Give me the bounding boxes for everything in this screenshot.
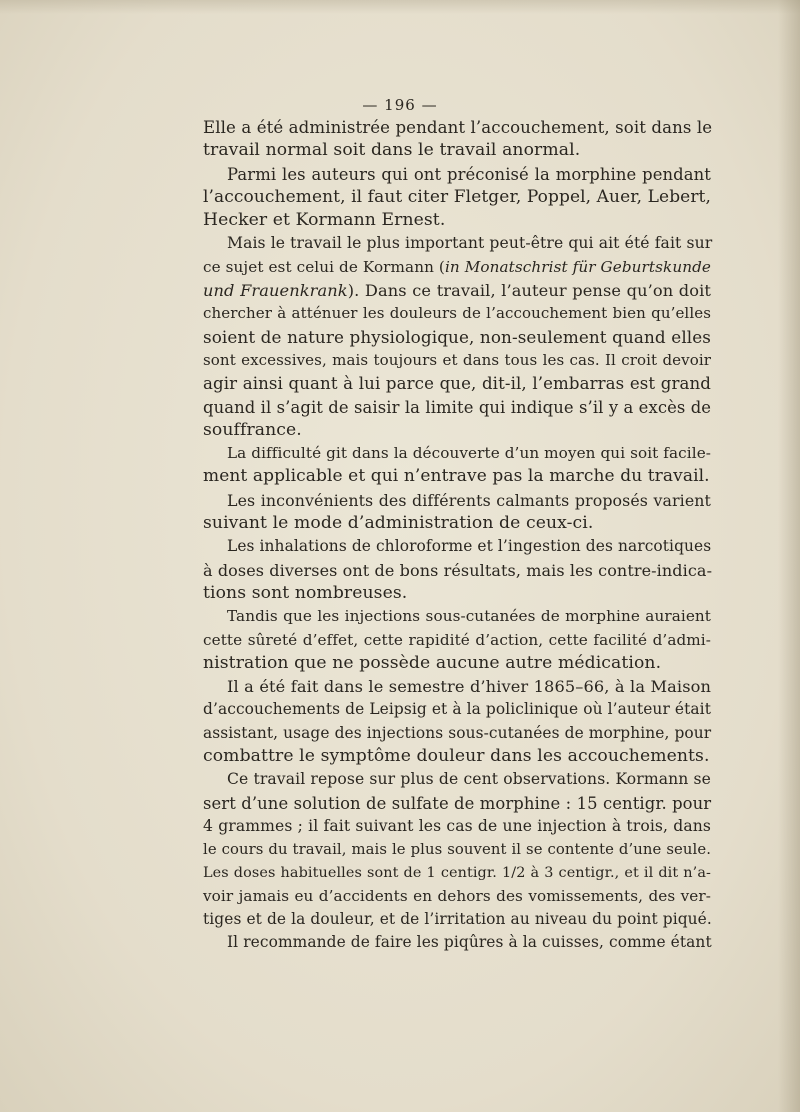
text-line: combattre le symptôme douleur dans les accouchements. bbox=[203, 746, 710, 767]
top-shadow bbox=[0, 0, 800, 14]
text-line: Parmi les auteurs qui ont préconisé la morphine pendant bbox=[227, 164, 711, 184]
text-line: tions sont nombreuses. bbox=[203, 582, 408, 603]
page-edge-shadow bbox=[778, 0, 800, 1112]
text-line: Mais le travail le plus important peut-être qui ait été fait sur bbox=[227, 234, 713, 253]
text-line: nistration que ne possède aucune autre médication. bbox=[203, 652, 662, 673]
text-line: Les doses habituelles sont de 1 centigr. 1/2 à 3 centigr., et il dit n’a- bbox=[203, 864, 711, 881]
text-line: agir ainsi quant à lui parce que, dit-il, l’embarras est grand bbox=[203, 374, 711, 394]
text-line: travail normal soit dans le travail anormal. bbox=[203, 140, 581, 161]
text-line: sont excessives, mais toujours et dans tous les cas. Il croit devoir bbox=[203, 350, 711, 369]
text-line: quand il s’agit de saisir la limite qui indique s’il y a excès de bbox=[203, 397, 712, 417]
text-line: Il recommande de faire les piqûres à la cuisses, comme étant bbox=[227, 933, 712, 952]
text-line: Elle a été administrée pendant l’accouchement, soit dans le bbox=[203, 118, 713, 137]
text-line: Ce travail repose sur plus de cent observations. Kormann se bbox=[227, 770, 711, 789]
text-line: ce sujet est celui de Kormann (in Monatschrist für Geburtskunde bbox=[203, 257, 711, 276]
text-line: Les inconvénients des différents calmants proposés varient bbox=[227, 490, 711, 510]
text-line: Il a été fait dans le semestre d’hiver 1865–66, à la Maison bbox=[227, 677, 711, 697]
text-line: assistant, usage des injections sous-cutanées de morphine, pour bbox=[203, 723, 712, 742]
text-line: ment applicable et qui n’entrave pas la marche du travail. bbox=[203, 466, 710, 487]
text-line: Tandis que les injections sous-cutanées de morphine auraient bbox=[227, 607, 711, 626]
text-line: à doses diverses ont de bons résultats, mais les contre-indica- bbox=[203, 560, 713, 580]
text-line: cette sûreté d’effet, cette rapidité d’action, cette facilité d’admi- bbox=[203, 630, 711, 649]
text-line: sert d’une solution de sulfate de morphine : 15 centigr. pour bbox=[203, 793, 712, 813]
text-line: und Frauenkrank). Dans ce travail, l’auteur pense qu’on doit bbox=[203, 281, 711, 301]
text-line: suivant le mode d’administration de ceux-ci. bbox=[203, 513, 594, 534]
body-text bbox=[203, 116, 711, 955]
text-line: l’accouchement, il faut citer Fletger, Poppel, Auer, Lebert, bbox=[203, 186, 711, 207]
text-line: voir jamais eu d’accidents en dehors des vomissements, des ver- bbox=[203, 886, 711, 905]
text-line: soient de nature physiologique, non-seulement quand elles bbox=[203, 326, 711, 347]
text-line: 4 grammes ; il fait suivant les cas de une injection à trois, dans bbox=[203, 816, 711, 835]
text-line: Les inhalations de chloroforme et l’ingestion des narcotiques bbox=[227, 537, 712, 556]
page-number: — 196 — bbox=[362, 96, 438, 114]
text-line: La difficulté git dans la découverte d’un moyen qui soit facile- bbox=[227, 444, 712, 463]
text-line: souffrance. bbox=[203, 419, 302, 440]
text-line: d’accouchements de Leipsig et à la policlinique où l’auteur était bbox=[203, 700, 711, 719]
text-line: chercher à atténuer les douleurs de l’accouchement bien qu’elles bbox=[203, 304, 711, 323]
text-line: tiges et de la douleur, et de l’irritation au niveau du point piqué. bbox=[203, 910, 712, 929]
text-line: Hecker et Kormann Ernest. bbox=[203, 210, 446, 231]
text-line: le cours du travail, mais le plus souvent il se contente d’une seule. bbox=[203, 841, 711, 859]
